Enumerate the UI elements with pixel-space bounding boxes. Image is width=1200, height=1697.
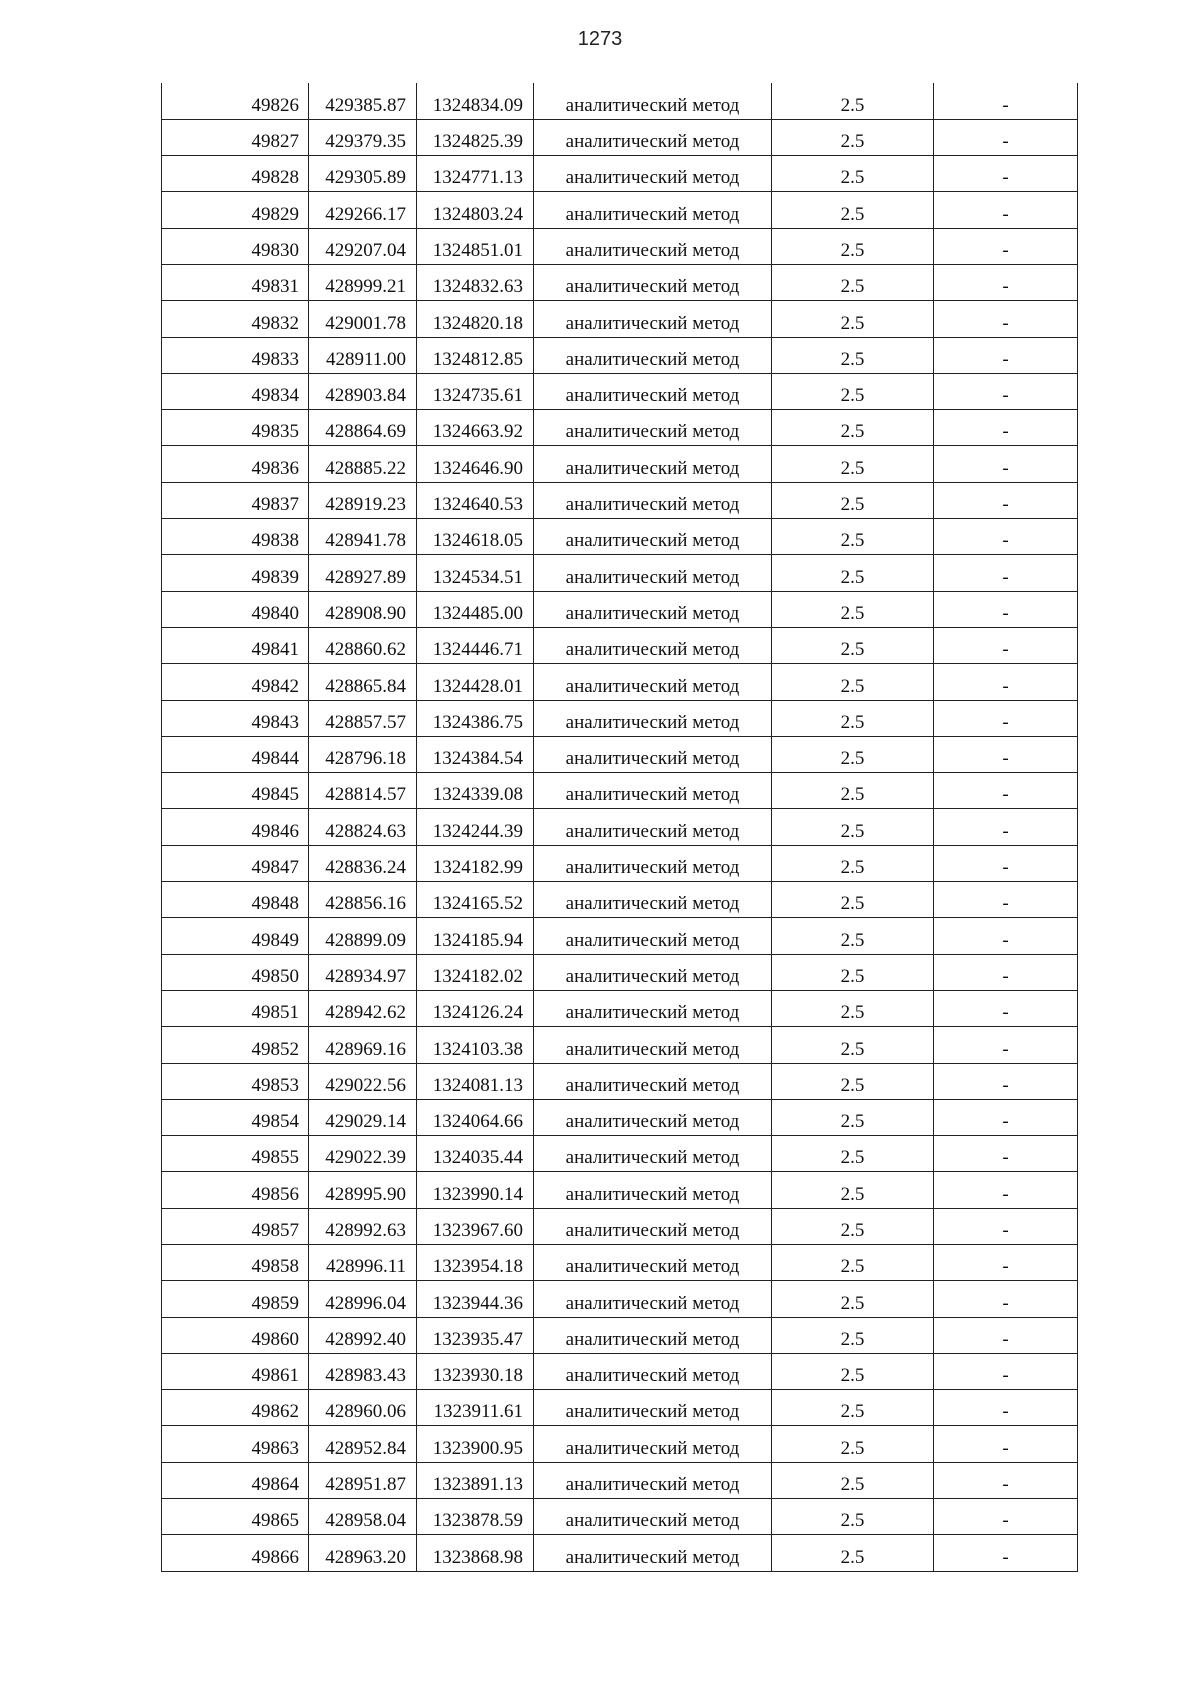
- note-cell: -: [934, 1027, 1078, 1063]
- y-coordinate-cell: 1324386.75: [417, 700, 534, 736]
- x-coordinate-cell: 428934.97: [309, 954, 417, 990]
- accuracy-cell: 2.5: [772, 1426, 934, 1462]
- method-cell: аналитический метод: [534, 373, 772, 409]
- method-cell: аналитический метод: [534, 301, 772, 337]
- table-row: [162, 1462, 1078, 1498]
- x-coordinate-cell: 428814.57: [309, 773, 417, 809]
- x-coordinate-cell: 428885.22: [309, 446, 417, 482]
- point-number-cell: 49843: [162, 700, 309, 736]
- method-cell: аналитический метод: [534, 1172, 772, 1208]
- accuracy-cell: 2.5: [772, 990, 934, 1026]
- point-number-cell: 49837: [162, 482, 309, 518]
- note-cell: -: [934, 882, 1078, 918]
- x-coordinate-cell: 429022.39: [309, 1136, 417, 1172]
- point-number-cell: 49859: [162, 1281, 309, 1317]
- point-number-cell: 49856: [162, 1172, 309, 1208]
- y-coordinate-cell: 1324485.00: [417, 591, 534, 627]
- note-cell: -: [934, 410, 1078, 446]
- coordinates-table-container: [161, 83, 1077, 1572]
- y-coordinate-cell: 1324064.66: [417, 1099, 534, 1135]
- method-cell: аналитический метод: [534, 990, 772, 1026]
- x-coordinate-cell: 428999.21: [309, 264, 417, 300]
- method-cell: аналитический метод: [534, 337, 772, 373]
- table-row: [162, 700, 1078, 736]
- method-cell: аналитический метод: [534, 482, 772, 518]
- note-cell: -: [934, 1353, 1078, 1389]
- accuracy-cell: 2.5: [772, 773, 934, 809]
- y-coordinate-cell: 1324834.09: [417, 83, 534, 119]
- point-number-cell: 49848: [162, 882, 309, 918]
- method-cell: аналитический метод: [534, 627, 772, 663]
- table-row: [162, 192, 1078, 228]
- y-coordinate-cell: 1324534.51: [417, 555, 534, 591]
- y-coordinate-cell: 1323967.60: [417, 1208, 534, 1244]
- point-number-cell: 49863: [162, 1426, 309, 1462]
- method-cell: аналитический метод: [534, 1027, 772, 1063]
- method-cell: аналитический метод: [534, 1208, 772, 1244]
- table-row: [162, 1208, 1078, 1244]
- point-number-cell: 49842: [162, 664, 309, 700]
- method-cell: аналитический метод: [534, 882, 772, 918]
- accuracy-cell: 2.5: [772, 1535, 934, 1571]
- table-row: [162, 1317, 1078, 1353]
- x-coordinate-cell: 428860.62: [309, 627, 417, 663]
- y-coordinate-cell: 1324182.02: [417, 954, 534, 990]
- note-cell: -: [934, 845, 1078, 881]
- point-number-cell: 49827: [162, 119, 309, 155]
- method-cell: аналитический метод: [534, 591, 772, 627]
- table-row: [162, 1535, 1078, 1571]
- accuracy-cell: 2.5: [772, 918, 934, 954]
- x-coordinate-cell: 429266.17: [309, 192, 417, 228]
- method-cell: аналитический метод: [534, 555, 772, 591]
- table-row: [162, 264, 1078, 300]
- method-cell: аналитический метод: [534, 809, 772, 845]
- y-coordinate-cell: 1324103.38: [417, 1027, 534, 1063]
- y-coordinate-cell: 1324851.01: [417, 228, 534, 264]
- x-coordinate-cell: 428911.00: [309, 337, 417, 373]
- table-row: [162, 1390, 1078, 1426]
- accuracy-cell: 2.5: [772, 1462, 934, 1498]
- table-row: [162, 119, 1078, 155]
- accuracy-cell: 2.5: [772, 882, 934, 918]
- accuracy-cell: 2.5: [772, 1353, 934, 1389]
- note-cell: -: [934, 700, 1078, 736]
- y-coordinate-cell: 1324820.18: [417, 301, 534, 337]
- note-cell: -: [934, 228, 1078, 264]
- point-number-cell: 49832: [162, 301, 309, 337]
- x-coordinate-cell: 428969.16: [309, 1027, 417, 1063]
- table-row: [162, 410, 1078, 446]
- y-coordinate-cell: 1324812.85: [417, 337, 534, 373]
- y-coordinate-cell: 1324185.94: [417, 918, 534, 954]
- table-row: [162, 591, 1078, 627]
- accuracy-cell: 2.5: [772, 627, 934, 663]
- note-cell: -: [934, 773, 1078, 809]
- table-row: [162, 736, 1078, 772]
- point-number-cell: 49828: [162, 156, 309, 192]
- x-coordinate-cell: 429379.35: [309, 119, 417, 155]
- note-cell: -: [934, 664, 1078, 700]
- y-coordinate-cell: 1324663.92: [417, 410, 534, 446]
- note-cell: -: [934, 1499, 1078, 1535]
- note-cell: -: [934, 1426, 1078, 1462]
- method-cell: аналитический метод: [534, 736, 772, 772]
- x-coordinate-cell: 429001.78: [309, 301, 417, 337]
- y-coordinate-cell: 1324825.39: [417, 119, 534, 155]
- point-number-cell: 49862: [162, 1390, 309, 1426]
- x-coordinate-cell: 428908.90: [309, 591, 417, 627]
- y-coordinate-cell: 1323990.14: [417, 1172, 534, 1208]
- table-row: [162, 918, 1078, 954]
- accuracy-cell: 2.5: [772, 519, 934, 555]
- y-coordinate-cell: 1324646.90: [417, 446, 534, 482]
- table-row: [162, 373, 1078, 409]
- x-coordinate-cell: 428919.23: [309, 482, 417, 518]
- point-number-cell: 49861: [162, 1353, 309, 1389]
- accuracy-cell: 2.5: [772, 1281, 934, 1317]
- y-coordinate-cell: 1324771.13: [417, 156, 534, 192]
- method-cell: аналитический метод: [534, 156, 772, 192]
- point-number-cell: 49836: [162, 446, 309, 482]
- accuracy-cell: 2.5: [772, 1099, 934, 1135]
- table-row: [162, 845, 1078, 881]
- x-coordinate-cell: 428796.18: [309, 736, 417, 772]
- accuracy-cell: 2.5: [772, 119, 934, 155]
- x-coordinate-cell: 428865.84: [309, 664, 417, 700]
- x-coordinate-cell: 428992.40: [309, 1317, 417, 1353]
- y-coordinate-cell: 1323954.18: [417, 1245, 534, 1281]
- method-cell: аналитический метод: [534, 1063, 772, 1099]
- method-cell: аналитический метод: [534, 845, 772, 881]
- x-coordinate-cell: 428963.20: [309, 1535, 417, 1571]
- y-coordinate-cell: 1323930.18: [417, 1353, 534, 1389]
- table-row: [162, 519, 1078, 555]
- point-number-cell: 49850: [162, 954, 309, 990]
- y-coordinate-cell: 1324165.52: [417, 882, 534, 918]
- method-cell: аналитический метод: [534, 1136, 772, 1172]
- table-row: [162, 1245, 1078, 1281]
- point-number-cell: 49838: [162, 519, 309, 555]
- accuracy-cell: 2.5: [772, 1027, 934, 1063]
- accuracy-cell: 2.5: [772, 700, 934, 736]
- method-cell: аналитический метод: [534, 1317, 772, 1353]
- method-cell: аналитический метод: [534, 954, 772, 990]
- table-row: [162, 1063, 1078, 1099]
- x-coordinate-cell: 428996.11: [309, 1245, 417, 1281]
- point-number-cell: 49834: [162, 373, 309, 409]
- point-number-cell: 49865: [162, 1499, 309, 1535]
- y-coordinate-cell: 1324126.24: [417, 990, 534, 1026]
- accuracy-cell: 2.5: [772, 1245, 934, 1281]
- y-coordinate-cell: 1324081.13: [417, 1063, 534, 1099]
- note-cell: -: [934, 954, 1078, 990]
- x-coordinate-cell: 428960.06: [309, 1390, 417, 1426]
- point-number-cell: 49831: [162, 264, 309, 300]
- y-coordinate-cell: 1323900.95: [417, 1426, 534, 1462]
- table-row: [162, 1099, 1078, 1135]
- point-number-cell: 49853: [162, 1063, 309, 1099]
- table-row: [162, 990, 1078, 1026]
- table-row: [162, 337, 1078, 373]
- point-number-cell: 49845: [162, 773, 309, 809]
- x-coordinate-cell: 428942.62: [309, 990, 417, 1026]
- x-coordinate-cell: 428958.04: [309, 1499, 417, 1535]
- method-cell: аналитический метод: [534, 519, 772, 555]
- accuracy-cell: 2.5: [772, 301, 934, 337]
- accuracy-cell: 2.5: [772, 410, 934, 446]
- method-cell: аналитический метод: [534, 83, 772, 119]
- accuracy-cell: 2.5: [772, 192, 934, 228]
- x-coordinate-cell: 428941.78: [309, 519, 417, 555]
- accuracy-cell: 2.5: [772, 264, 934, 300]
- accuracy-cell: 2.5: [772, 446, 934, 482]
- table-row: [162, 301, 1078, 337]
- method-cell: аналитический метод: [534, 918, 772, 954]
- y-coordinate-cell: 1323868.98: [417, 1535, 534, 1571]
- point-number-cell: 49847: [162, 845, 309, 881]
- table-row: [162, 1353, 1078, 1389]
- table-row: [162, 156, 1078, 192]
- y-coordinate-cell: 1324182.99: [417, 845, 534, 881]
- note-cell: -: [934, 446, 1078, 482]
- note-cell: -: [934, 1172, 1078, 1208]
- note-cell: -: [934, 264, 1078, 300]
- x-coordinate-cell: 428996.04: [309, 1281, 417, 1317]
- method-cell: аналитический метод: [534, 1462, 772, 1498]
- point-number-cell: 49857: [162, 1208, 309, 1244]
- y-coordinate-cell: 1324339.08: [417, 773, 534, 809]
- accuracy-cell: 2.5: [772, 156, 934, 192]
- method-cell: аналитический метод: [534, 1499, 772, 1535]
- accuracy-cell: 2.5: [772, 1317, 934, 1353]
- point-number-cell: 49855: [162, 1136, 309, 1172]
- method-cell: аналитический метод: [534, 773, 772, 809]
- note-cell: -: [934, 591, 1078, 627]
- table-row: [162, 882, 1078, 918]
- table-row: [162, 1136, 1078, 1172]
- coordinates-table-body: [162, 83, 1078, 1571]
- point-number-cell: 49835: [162, 410, 309, 446]
- table-row: [162, 1499, 1078, 1535]
- method-cell: аналитический метод: [534, 264, 772, 300]
- method-cell: аналитический метод: [534, 1245, 772, 1281]
- note-cell: -: [934, 1535, 1078, 1571]
- table-row: [162, 1426, 1078, 1462]
- point-number-cell: 49851: [162, 990, 309, 1026]
- method-cell: аналитический метод: [534, 192, 772, 228]
- y-coordinate-cell: 1324735.61: [417, 373, 534, 409]
- accuracy-cell: 2.5: [772, 954, 934, 990]
- point-number-cell: 49826: [162, 83, 309, 119]
- method-cell: аналитический метод: [534, 1426, 772, 1462]
- accuracy-cell: 2.5: [772, 591, 934, 627]
- method-cell: аналитический метод: [534, 410, 772, 446]
- note-cell: -: [934, 156, 1078, 192]
- point-number-cell: 49866: [162, 1535, 309, 1571]
- note-cell: -: [934, 627, 1078, 663]
- x-coordinate-cell: 428836.24: [309, 845, 417, 881]
- note-cell: -: [934, 519, 1078, 555]
- note-cell: -: [934, 1317, 1078, 1353]
- point-number-cell: 49833: [162, 337, 309, 373]
- x-coordinate-cell: 429305.89: [309, 156, 417, 192]
- y-coordinate-cell: 1323944.36: [417, 1281, 534, 1317]
- accuracy-cell: 2.5: [772, 664, 934, 700]
- table-row: [162, 1027, 1078, 1063]
- point-number-cell: 49849: [162, 918, 309, 954]
- method-cell: аналитический метод: [534, 700, 772, 736]
- method-cell: аналитический метод: [534, 1535, 772, 1571]
- x-coordinate-cell: 428995.90: [309, 1172, 417, 1208]
- y-coordinate-cell: 1324446.71: [417, 627, 534, 663]
- x-coordinate-cell: 428857.57: [309, 700, 417, 736]
- note-cell: -: [934, 1063, 1078, 1099]
- note-cell: -: [934, 736, 1078, 772]
- table-row: [162, 555, 1078, 591]
- note-cell: -: [934, 337, 1078, 373]
- accuracy-cell: 2.5: [772, 845, 934, 881]
- note-cell: -: [934, 1136, 1078, 1172]
- accuracy-cell: 2.5: [772, 1172, 934, 1208]
- point-number-cell: 49830: [162, 228, 309, 264]
- point-number-cell: 49854: [162, 1099, 309, 1135]
- note-cell: -: [934, 918, 1078, 954]
- x-coordinate-cell: 428903.84: [309, 373, 417, 409]
- accuracy-cell: 2.5: [772, 373, 934, 409]
- note-cell: -: [934, 119, 1078, 155]
- accuracy-cell: 2.5: [772, 1499, 934, 1535]
- y-coordinate-cell: 1324035.44: [417, 1136, 534, 1172]
- x-coordinate-cell: 429029.14: [309, 1099, 417, 1135]
- note-cell: -: [934, 1462, 1078, 1498]
- page-number: 1273: [577, 28, 623, 50]
- method-cell: аналитический метод: [534, 664, 772, 700]
- note-cell: -: [934, 1390, 1078, 1426]
- note-cell: -: [934, 1099, 1078, 1135]
- method-cell: аналитический метод: [534, 1353, 772, 1389]
- accuracy-cell: 2.5: [772, 1136, 934, 1172]
- accuracy-cell: 2.5: [772, 83, 934, 119]
- note-cell: -: [934, 83, 1078, 119]
- note-cell: -: [934, 373, 1078, 409]
- table-row: [162, 627, 1078, 663]
- x-coordinate-cell: 428824.63: [309, 809, 417, 845]
- point-number-cell: 49846: [162, 809, 309, 845]
- table-row: [162, 83, 1078, 119]
- note-cell: -: [934, 1245, 1078, 1281]
- accuracy-cell: 2.5: [772, 736, 934, 772]
- accuracy-cell: 2.5: [772, 1208, 934, 1244]
- point-number-cell: 49841: [162, 627, 309, 663]
- y-coordinate-cell: 1323891.13: [417, 1462, 534, 1498]
- y-coordinate-cell: 1324832.63: [417, 264, 534, 300]
- x-coordinate-cell: 428952.84: [309, 1426, 417, 1462]
- x-coordinate-cell: 428927.89: [309, 555, 417, 591]
- note-cell: -: [934, 482, 1078, 518]
- point-number-cell: 49858: [162, 1245, 309, 1281]
- method-cell: аналитический метод: [534, 119, 772, 155]
- table-row: [162, 809, 1078, 845]
- note-cell: -: [934, 809, 1078, 845]
- method-cell: аналитический метод: [534, 1281, 772, 1317]
- x-coordinate-cell: 428864.69: [309, 410, 417, 446]
- y-coordinate-cell: 1324640.53: [417, 482, 534, 518]
- method-cell: аналитический метод: [534, 446, 772, 482]
- note-cell: -: [934, 990, 1078, 1026]
- accuracy-cell: 2.5: [772, 1390, 934, 1426]
- accuracy-cell: 2.5: [772, 555, 934, 591]
- point-number-cell: 49839: [162, 555, 309, 591]
- point-number-cell: 49864: [162, 1462, 309, 1498]
- x-coordinate-cell: 428992.63: [309, 1208, 417, 1244]
- y-coordinate-cell: 1324803.24: [417, 192, 534, 228]
- note-cell: -: [934, 555, 1078, 591]
- coordinates-table: [161, 83, 1078, 1572]
- table-row: [162, 482, 1078, 518]
- note-cell: -: [934, 192, 1078, 228]
- y-coordinate-cell: 1324244.39: [417, 809, 534, 845]
- x-coordinate-cell: 429207.04: [309, 228, 417, 264]
- note-cell: -: [934, 301, 1078, 337]
- point-number-cell: 49829: [162, 192, 309, 228]
- point-number-cell: 49860: [162, 1317, 309, 1353]
- method-cell: аналитический метод: [534, 1390, 772, 1426]
- accuracy-cell: 2.5: [772, 1063, 934, 1099]
- table-row: [162, 1281, 1078, 1317]
- x-coordinate-cell: 428856.16: [309, 882, 417, 918]
- y-coordinate-cell: 1323878.59: [417, 1499, 534, 1535]
- method-cell: аналитический метод: [534, 1099, 772, 1135]
- note-cell: -: [934, 1208, 1078, 1244]
- point-number-cell: 49852: [162, 1027, 309, 1063]
- table-row: [162, 228, 1078, 264]
- y-coordinate-cell: 1323935.47: [417, 1317, 534, 1353]
- table-row: [162, 664, 1078, 700]
- table-row: [162, 954, 1078, 990]
- x-coordinate-cell: 429022.56: [309, 1063, 417, 1099]
- accuracy-cell: 2.5: [772, 482, 934, 518]
- point-number-cell: 49840: [162, 591, 309, 627]
- table-row: [162, 773, 1078, 809]
- method-cell: аналитический метод: [534, 228, 772, 264]
- y-coordinate-cell: 1324428.01: [417, 664, 534, 700]
- table-row: [162, 1172, 1078, 1208]
- table-row: [162, 446, 1078, 482]
- x-coordinate-cell: 429385.87: [309, 83, 417, 119]
- accuracy-cell: 2.5: [772, 228, 934, 264]
- y-coordinate-cell: 1324384.54: [417, 736, 534, 772]
- point-number-cell: 49844: [162, 736, 309, 772]
- note-cell: -: [934, 1281, 1078, 1317]
- x-coordinate-cell: 428983.43: [309, 1353, 417, 1389]
- x-coordinate-cell: 428899.09: [309, 918, 417, 954]
- y-coordinate-cell: 1323911.61: [417, 1390, 534, 1426]
- accuracy-cell: 2.5: [772, 337, 934, 373]
- y-coordinate-cell: 1324618.05: [417, 519, 534, 555]
- accuracy-cell: 2.5: [772, 809, 934, 845]
- x-coordinate-cell: 428951.87: [309, 1462, 417, 1498]
